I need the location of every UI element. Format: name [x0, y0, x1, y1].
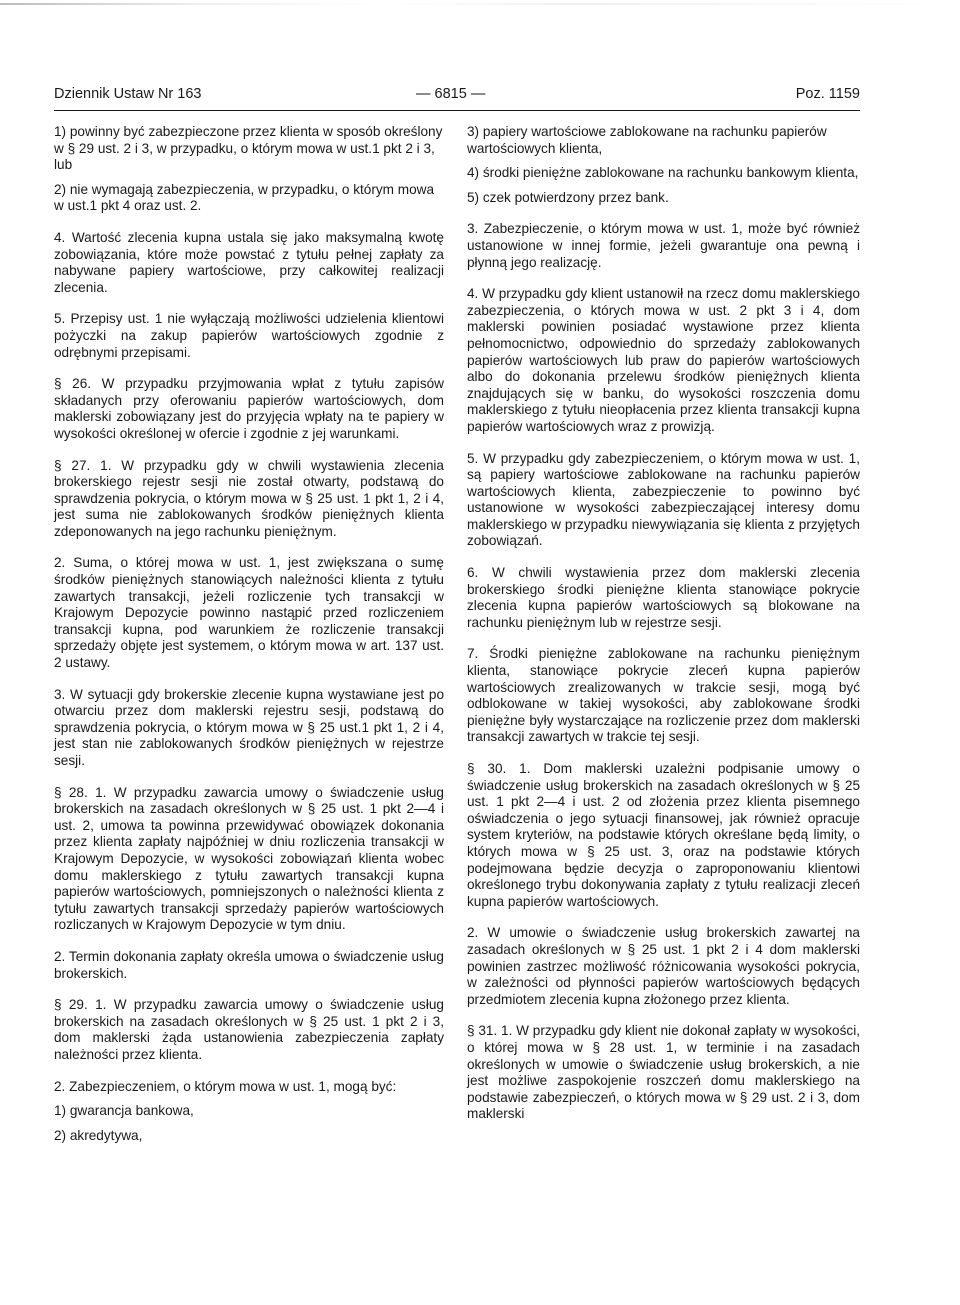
- list-item: 4) środki pieniężne zablokowane na rachunku bankowym klienta,: [467, 165, 859, 181]
- right-column: [467, 124, 860, 1123]
- paragraph: 2. Zabezpieczeniem, o którym mowa w ust. 1, mogą być:: [54, 1078, 397, 1094]
- position-number: Poz. 1159: [795, 86, 860, 102]
- page-number: — 6815 —: [416, 86, 486, 102]
- left-column: [54, 124, 444, 1152]
- paragraph: 2. Termin dokonania zapłaty określa umowa o świadczenie usług brokerskich.: [54, 948, 444, 981]
- scan-artifact-line: [0, 3, 960, 5]
- list-item: 1) gwarancja bankowa,: [54, 1103, 194, 1119]
- paragraph: 7. Środki pieniężne zablokowane na rachunku pieniężnym klienta, stanowiące pokrycie zleceń kupna papierów wartościowych zrealizowanych w trakcie sesji, mogą być odblokowane w takiej wysokości, aby zablokowane środki pieniężne były wystarczające na rozliczenie przez dom maklerski transakcji zawartych w trakcie tej sesji.: [467, 646, 860, 745]
- page-header: [54, 86, 860, 108]
- paragraph: 2. W umowie o świadczenie usług brokerskich zawartej na zasadach określonych w § 25 ust. 1 pkt 2 i 4 dom maklerski powinien zastrzec możliwość różnicowania wysokości pokrycia, w zależności od płynności papierów wartościowych będących przedmiotem zlecenia kupna złożonego przez klienta.: [467, 925, 860, 1007]
- paragraph: 2. Suma, o której mowa w ust. 1, jest zwiększana o sumę środków pieniężnych stanowiących należności klienta z tytułu zawartych transakcji, jeżeli rozliczenie tych transakcji w Krajowym Depozycie powinno nastąpić przed rozliczeniem transakcji kupna, pod warunkiem że rozliczenie transakcji sprzedaży objęte jest systemem, o którym mowa w art. 137 ust. 2 ustawy.: [54, 555, 444, 671]
- paragraph: § 31. 1. W przypadku gdy klient nie dokonał zapłaty w wysokości, o której mowa w § 28 ust. 1, w terminie i na zasadach określonych w umowie o świadczenie usług brokerskich, a nie jest możliwe zaspokojenie roszczeń domu maklerskiego na podstawie zabezpieczeń, o których mowa w § 29 ust. 2 i 3, dom maklerski: [467, 1023, 860, 1122]
- paragraph: 3. Zabezpieczenie, o którym mowa w ust. 1, może być również ustanowione w innej formie, jeżeli gwarantuje ona pewną i płynną jego realizację.: [467, 221, 860, 270]
- paragraph: 4. W przypadku gdy klient ustanowił na rzecz domu maklerskiego zabezpieczenia, o których mowa w ust. 2 pkt 3 i 4, dom maklerski powinien posiadać wystawione przez klienta pełnomocnictwo, odpowiednio do sprzedaży zablokowanych papierów wartościowych lub praw do papierów wartościowych albo do dokonania przelewu środków pieniężnych klienta znajdujących się w banku, do wysokości roszczenia domu maklerskiego z tytułu nieopłacenia przez klienta transakcji kupna papierów wartościowych wraz z prowizją.: [467, 286, 860, 434]
- paragraph: 4. Wartość zlecenia kupna ustala się jako maksymalną kwotę zobowiązania, które może powstać z tytułu pełnej zapłaty za nabywane papiery wartościowe, przy całkowitej realizacji zlecenia.: [54, 229, 444, 295]
- journal-title: Dziennik Ustaw Nr 163: [54, 86, 202, 102]
- paragraph: 2) nie wymagają zabezpieczenia, w przypadku, o którym mowa w ust.1 pkt 4 oraz ust. 2.: [54, 181, 435, 214]
- paragraph: § 27. 1. W przypadku gdy w chwili wystawienia zlecenia brokerskiego rejestr sesji nie został otwarty, podstawą do sprawdzenia pokrycia, o którym mowa w § 25 ust. 1 pkt 1, 2 i 4, jest suma nie zablokowanych środków pieniężnych klienta zdeponowanych na jego rachunku pieniężnym.: [54, 457, 444, 539]
- paragraph: 5. W przypadku gdy zabezpieczeniem, o którym mowa w ust. 1, są papiery wartościowe zablokowane na rachunku papierów wartościowych klienta, zabezpieczenie to powinno być ustanowione w wysokości zabezpieczającej interesy domu maklerskiego w przypadku niewywiązania się klienta z przyjętych zobowiązań.: [467, 450, 860, 549]
- list-item: 5) czek potwierdzony przez bank.: [467, 189, 669, 205]
- paragraph: 6. W chwili wystawienia przez dom maklerski zlecenia brokerskiego środki pieniężne klienta stanowiące pokrycie zlecenia kupna papierów wartościowych są blokowane na rachunku pieniężnym lub w rejestrze sesji.: [467, 565, 860, 630]
- list-item: 3) papiery wartościowe zablokowane na rachunku papierów wartościowych klienta,: [467, 124, 827, 156]
- paragraph: § 30. 1. Dom maklerski uzależni podpisanie umowy o świadczenie usług brokerskich na zasadach określonych w § 25 ust. 1 pkt 2—4 i ust. 2 od złożenia przez klienta pisemnego oświadczenia o jego sytuacji finansowej, jak również opracuje system kryteriów, na podstawie których określane będą limity, o których mowa w § 25 ust. 3, oraz na podstawie których podejmowana będzie decyzja o zaproponowaniu klientowi określonego trybu dokonywania zapłaty z tytułu realizacji zleceń kupna papierów wartościowych.: [467, 761, 860, 909]
- paragraph: § 28. 1. W przypadku zawarcia umowy o świadczenie usług brokerskich na zasadach określonych w § 25 ust. 1 pkt 2—4 i ust. 2, umowa ta powinna przewidywać obowiązek dokonania przez klienta zapłaty najpóźniej w dniu rozliczenia transakcji w Krajowym Depozycie, w wysokości zobowiązań klienta wobec domu maklerskiego z tytułu zawartych transakcji kupna papierów wartościowych, pomniejszonych o należności klienta z tytułu zawartych transakcji sprzedaży papierów wartościowych rozliczanych w Krajowym Depozycie w tym dniu.: [54, 784, 444, 933]
- paragraph: § 29. 1. W przypadku zawarcia umowy o świadczenie usług brokerskich na zasadach określonych w § 25 ust. 1 pkt 2 i 3, dom maklerski żąda ustanowienia zabezpieczenia zapłaty należności przez klienta.: [54, 997, 444, 1062]
- paragraph: 3. W sytuacji gdy brokerskie zlecenie kupna wystawiane jest po otwarciu przez dom maklerski rejestru sesji, podstawą do sprawdzenia pokrycia, o którym mowa w § 25 ust.1 pkt 1, 2 i 4, jest stan nie zablokowanych środków pieniężnych w rejestrze sesji.: [54, 686, 444, 768]
- paragraph: 1) powinny być zabezpieczone przez klienta w sposób określony w § 29 ust. 2 i 3, w przypadku, o którym mowa w ust.1 pkt 2 i 3, lub: [54, 124, 443, 173]
- header-rule: [54, 110, 860, 111]
- paragraph: 5. Przepisy ust. 1 nie wyłączają możliwości udzielenia klientowi pożyczki na zakup papierów wartościowych zgodnie z odrębnymi przepisami.: [54, 311, 444, 360]
- list-item: 2) akredytywa,: [54, 1127, 143, 1143]
- paragraph: § 26. W przypadku przyjmowania wpłat z tytułu zapisów składanych przy oferowaniu papierów wartościowych, dom maklerski zobowiązany jest do przyjęcia wpłaty na te papiery w wysokości określonej w ofercie i zgodnie z jej warunkami.: [54, 376, 444, 441]
